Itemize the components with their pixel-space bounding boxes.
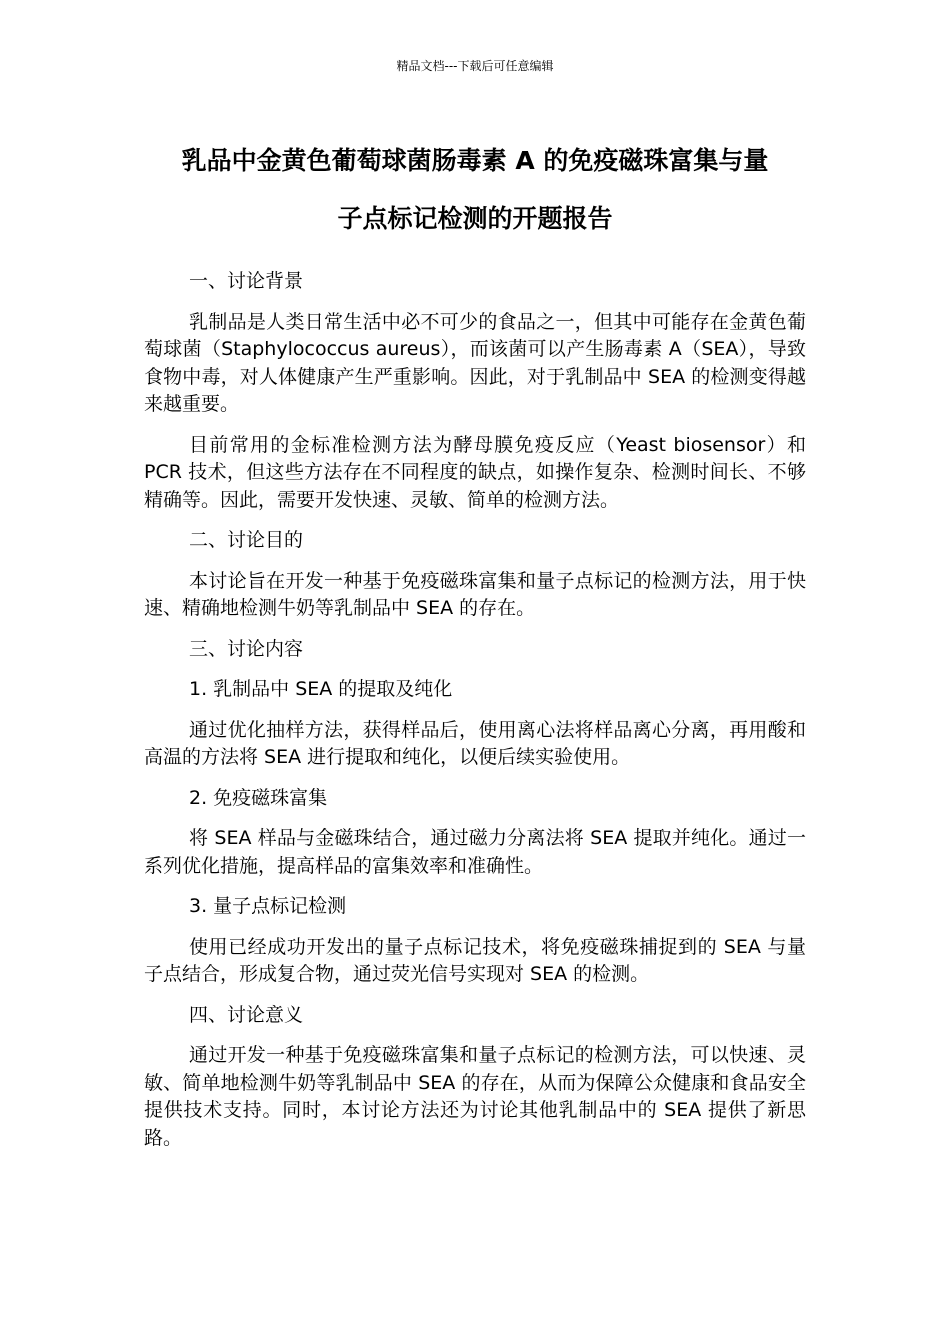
- paragraph-quantum-dot: 使用已经成功开发出的量子点标记技术，将免疫磁珠捕捉到的 SEA 与量子点结合，形成复合物，通过荧光信号实现对 SEA 的检测。: [144, 935, 806, 985]
- title-line-2: 子点标记检测的开题报告: [337, 204, 613, 233]
- title-line-1: 乳品中金黄色葡萄球菌肠毒素 A 的免疫磁珠富集与量: [181, 146, 769, 175]
- paragraph-extraction: 通过优化抽样方法，获得样品后，使用离心法将样品离心分离，再用酸和高温的方法将 SEA 进行提取和纯化，以便后续实验使用。: [144, 718, 806, 768]
- subheading-extraction: 1. 乳制品中 SEA 的提取及纯化: [189, 678, 453, 700]
- subheading-enrichment: 2. 免疫磁珠富集: [189, 786, 328, 809]
- section-heading-background: 一、讨论背景: [189, 270, 304, 292]
- document-title: [144, 132, 806, 248]
- paragraph-background-2: 目前常用的金标准检测方法为酵母膜免疫反应（Yeast biosensor）和 PCR 技术，但这些方法存在不同程度的缺点，如操作复杂、检测时间长、不够精确等。因此，需要开发快速、灵敏、简单的检测方法。: [144, 433, 806, 511]
- section-heading-content: 三、讨论内容: [189, 637, 304, 660]
- section-heading-purpose: 二、讨论目的: [189, 529, 304, 551]
- paragraph-background-1: 乳制品是人类日常生活中必不可少的食品之一，但其中可能存在金黄色葡萄球菌（Staphylococcus aureus），而该菌可以产生肠毒素 A（SEA），导致食物中毒，对人体健康产生严重影响。因此，对于乳制品中 SEA 的检测变得越来越重要。: [144, 310, 806, 415]
- header-note: 精品文档---下载后可任意编辑: [396, 59, 554, 73]
- section-heading-significance: 四、讨论意义: [189, 1003, 304, 1026]
- document-body: [144, 268, 806, 1165]
- paragraph-enrichment: 将 SEA 样品与金磁珠结合，通过磁力分离法将 SEA 提取并纯化。通过一系列优化措施，提高样品的富集效率和准确性。: [144, 827, 806, 877]
- subheading-quantum-dot: 3. 量子点标记检测: [189, 895, 347, 917]
- paragraph-significance: 通过开发一种基于免疫磁珠富集和量子点标记的检测方法，可以快速、灵敏、简单地检测牛奶等乳制品中 SEA 的存在，从而为保障公众健康和食品安全提供技术支持。同时，本讨论方法还为讨论其他乳制品中的 SEA 提供了新思路。: [144, 1044, 806, 1149]
- paragraph-purpose: 本讨论旨在开发一种基于免疫磁珠富集和量子点标记的检测方法，用于快速、精确地检测牛奶等乳制品中 SEA 的存在。: [144, 569, 806, 619]
